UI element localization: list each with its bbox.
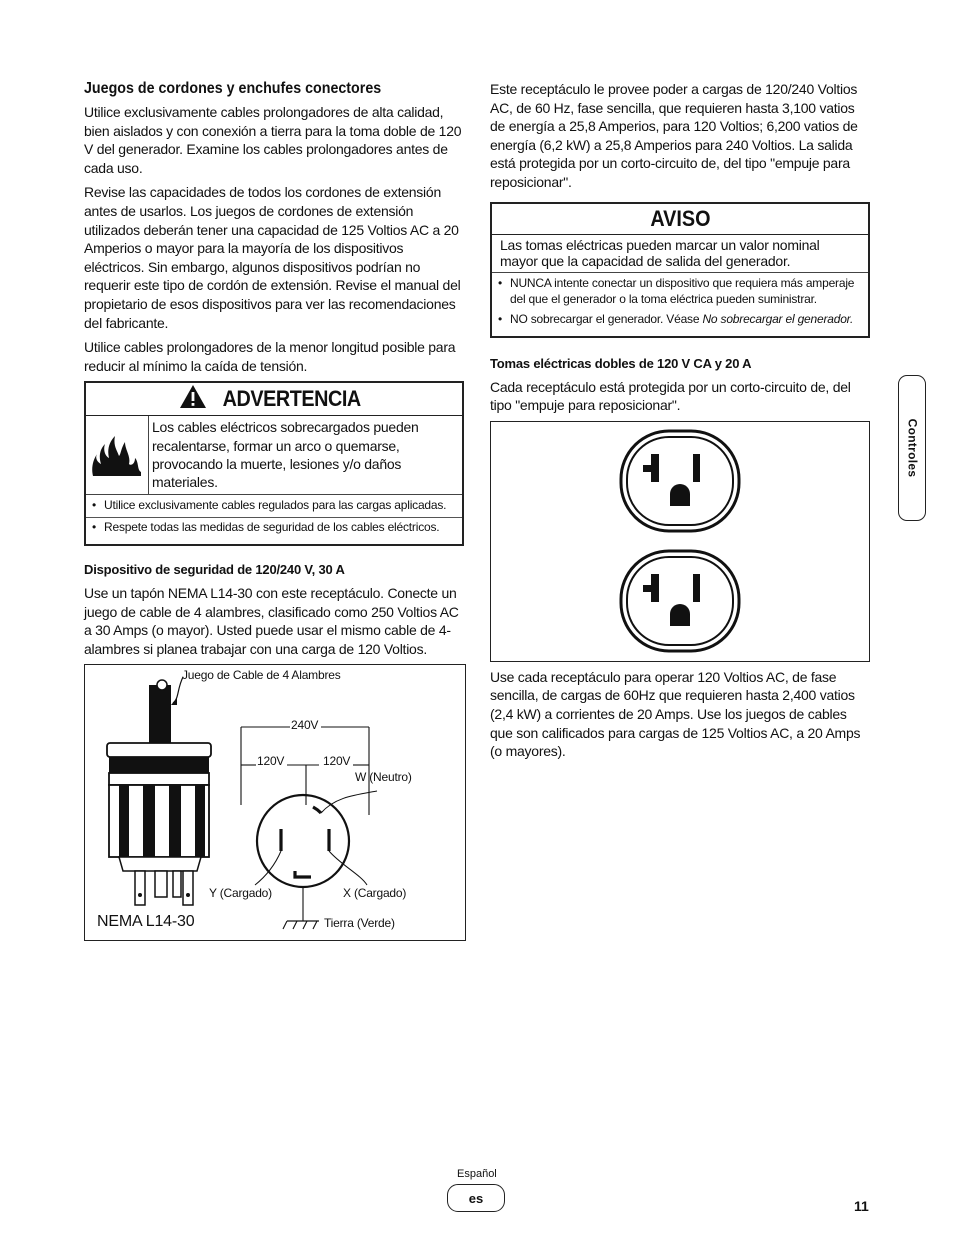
figure-caption: NEMA L14-30 xyxy=(97,913,195,931)
warning-bullet-2: • Respete todas las medidas de seguridad de los cables eléctricos. xyxy=(86,517,462,536)
label-x-loaded: X (Cargado) xyxy=(343,886,407,901)
outlet-lower-icon xyxy=(621,551,739,651)
paragraph-cords-2: Revise las capacidades de todos los cordones de extensión antes de usarlos. Los juegos de cordones de extensión utilizados deberán tener una capacidad de 125 Voltios AC a 20 Amperios o mayor para la mayoría de los dispositivos eléctricos. Sin embargo, algunos dispositivos podrían no requerir este tipo de cordón de extensión. Revise el manual del propietario de esos dispositivos para ver las recomendaciones del fabricante. xyxy=(84,184,461,331)
notice-bullet-2-reference: No sobrecargar el generador. xyxy=(702,311,854,326)
fire-icon xyxy=(86,416,149,493)
warning-body xyxy=(86,416,462,494)
warning-text: Los cables eléctricos sobrecargados pueden recalentarse, formar un arco o quemarse, provocando la muerte, lesiones y/o daños materiales. xyxy=(152,419,419,491)
right-column xyxy=(490,80,870,767)
page-number: 11 xyxy=(854,1198,869,1214)
label-ground: Tierra (Verde) xyxy=(324,916,395,931)
footer-lang-code: es xyxy=(447,1184,505,1212)
left-column xyxy=(84,80,464,941)
footer-language: Español xyxy=(457,1168,497,1180)
label-w-neutral: W (Neutro) xyxy=(355,770,412,785)
paragraph-safety-device: Use un tapón NEMA L14-30 con este receptáculo. Conecte un juego de cable de 4 alambres, clasificado como 250 Voltios AC a 30 Amps (o mayor). Usted puede usar el mismo cable de 4-alambres si planea trabajar con una carga de 120 Voltios. xyxy=(84,585,459,657)
notice-text: Las tomas eléctricas pueden marcar un valor nominal mayor que la capacidad de salida del generador. xyxy=(492,235,868,274)
warning-bullet-1: • Utilice exclusivamente cables regulados para las cargas aplicadas. xyxy=(92,498,456,514)
subheading-safety-device: Dispositivo de seguridad de 120/240 V, 30 A xyxy=(84,562,345,578)
warning-header xyxy=(86,383,462,416)
paragraph-duplex-protection: Cada receptáculo está protegida por un corto-circuito de, del tipo "empuje para reposicionar". xyxy=(490,378,851,414)
notice-box xyxy=(490,202,870,338)
outlet-upper-icon xyxy=(621,431,739,531)
plug-diagram xyxy=(85,665,464,939)
paragraph-duplex-usage: Use cada receptáculo para operar 120 Voltios AC, de fase sencilla, de cargas de 60Hz que requieren hasta 2,400 vatios (2,4 kW) a corrientes de 20 Amps. Use los juegos de cables que son calificados para cargas de 125 Voltios AC, a 20 Amps (o mayores). xyxy=(490,668,861,760)
notice-header xyxy=(492,204,868,235)
duplex-outlet-diagram xyxy=(491,422,868,660)
duplex-outlet-figure xyxy=(490,421,870,662)
warning-bullets xyxy=(86,495,462,545)
notice-bullets xyxy=(492,273,868,335)
paragraph-receptacle-240: Este receptáculo le provee poder a cargas de 120/240 Voltios AC, de 60 Hz, fase sencilla, que requieren hasta 3,100 vatios de energía a 25,8 Amperios, para 120 Voltios; 6,200 vatios de energía (6,2 kW) a 25,8 Amperios para 240 Voltios. La salida está protegida por un corto-circuito de, del tipo "empuje para reposicionar". xyxy=(490,81,858,190)
label-y-loaded: Y (Cargado) xyxy=(209,886,272,901)
subheading-duplex-outlets: Tomas eléctricas dobles de 120 V CA y 20 A xyxy=(490,355,752,371)
label-240v: 240V xyxy=(291,718,319,733)
warning-title: ADVERTENCIA xyxy=(222,386,362,412)
notice-bullet-2 xyxy=(498,312,862,328)
warning-triangle-icon xyxy=(179,384,207,414)
side-tab-label: Controles xyxy=(905,418,919,478)
nema-l14-30-figure xyxy=(84,664,466,941)
paragraph-cords-3: Utilice cables prolongadores de la menor longitud posible para reducir al mínimo la caída de tensión. xyxy=(84,339,456,374)
label-120v-left: 120V xyxy=(257,754,285,769)
warning-box xyxy=(84,381,464,546)
paragraph-cords-1: Utilice exclusivamente cables prolongadores de alta calidad, bien aislados y con conexión a tierra para la toma doble de 120 V del generador. Examine los cables prolongadores antes de cada uso. xyxy=(84,104,462,176)
side-tab-controles xyxy=(898,375,926,521)
notice-title: AVISO xyxy=(649,205,711,231)
section-heading-cords: Juegos de cordones y enchufes conectores xyxy=(84,80,382,97)
notice-bullet-2-text: NO sobrecargar el generador. Véase xyxy=(510,311,703,326)
notice-bullet-1: • NUNCA intente conectar un dispositivo que requiera más amperaje del que el generador o la toma eléctrica pueden suministrar. xyxy=(498,276,862,308)
label-120v-right: 120V xyxy=(323,754,351,769)
label-cable-set: Juego de Cable de 4 Alambres xyxy=(182,668,341,683)
